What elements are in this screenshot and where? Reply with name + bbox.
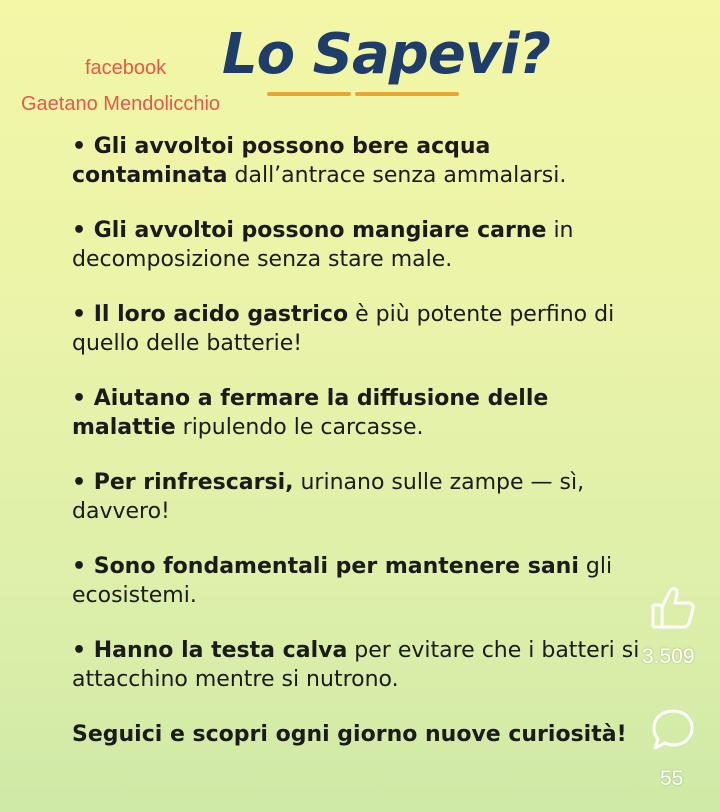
like-count: 3.509	[642, 645, 695, 668]
fact-item	[72, 636, 644, 694]
fact-item	[72, 132, 644, 190]
fact-item	[72, 384, 644, 442]
fact-item	[72, 216, 644, 274]
fact-highlight: • Gli avvoltoi possono mangiare carne	[72, 218, 547, 243]
fact-text: in decomposizione senza stare male.	[72, 218, 574, 272]
fact-highlight: • Hanno la testa calva	[72, 638, 348, 663]
title-underline-left	[267, 92, 351, 96]
fact-highlight: • Aiutano a fermare la diffusione delle malattie	[72, 386, 549, 440]
fact-highlight: • Per rinfrescarsi,	[72, 470, 294, 495]
fact-highlight: • Sono fondamentali per mantenere sani	[72, 554, 579, 579]
call-to-action: Seguici e scopri ogni giorno nuove curiosità!	[72, 722, 627, 747]
fact-item	[72, 300, 644, 358]
comment-bubble-icon[interactable]	[650, 707, 696, 753]
fact-item	[72, 552, 644, 610]
fact-highlight: • Gli avvoltoi possono bere acqua contaminata	[72, 134, 491, 188]
title-underline-right	[355, 92, 459, 96]
fact-highlight: • Il loro acido gastrico	[72, 302, 349, 327]
brand-author: Gaetano Mendolicchio	[21, 93, 221, 115]
thumbs-up-icon[interactable]	[650, 585, 696, 631]
comment-count: 55	[660, 767, 684, 790]
fact-text: ripulendo le carcasse.	[175, 415, 424, 440]
facts-list	[72, 132, 644, 775]
brand-platform: facebook	[85, 57, 167, 79]
fact-text: dall’antrace senza ammalarsi.	[227, 163, 567, 188]
fact-text: è più potente perfino di quello delle batterie!	[72, 302, 615, 356]
page-title: Lo Sapevi?	[222, 22, 551, 87]
fact-text: gli ecosistemi.	[72, 554, 613, 608]
fact-item	[72, 468, 644, 526]
fact-text: per evitare che i batteri si attacchino mentre si nutrono.	[72, 638, 640, 692]
fact-text: urinano sulle zampe — sì, davvero!	[72, 470, 585, 524]
